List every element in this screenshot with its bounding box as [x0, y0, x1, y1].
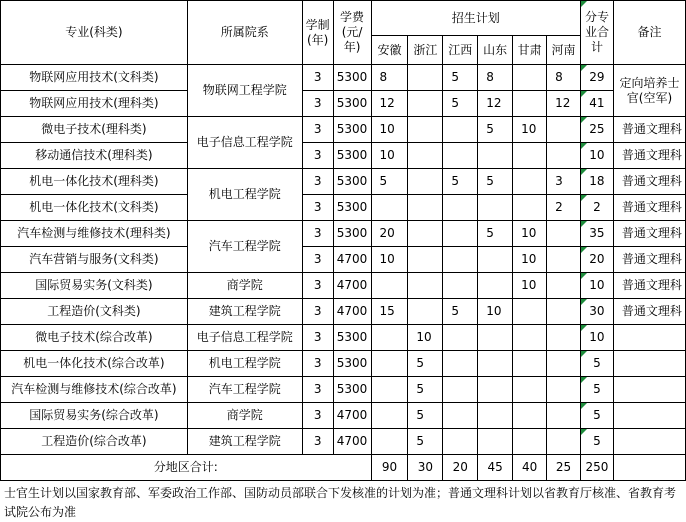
years-cell: 3: [302, 377, 333, 403]
plan-cell: [513, 403, 547, 429]
province-header: 安徽: [371, 36, 408, 65]
summary-total: 250: [580, 455, 613, 481]
table-row: [1, 377, 686, 403]
plan-cell: [408, 299, 443, 325]
note-cell: 普通文理科: [613, 247, 685, 273]
dept-cell: 建筑工程学院: [187, 299, 302, 325]
plan-cell: [443, 325, 478, 351]
years-cell: 3: [302, 325, 333, 351]
major-cell: 机电一体化技术(文科类): [1, 195, 188, 221]
province-header: 甘肃: [513, 36, 547, 65]
dept-cell: 商学院: [187, 403, 302, 429]
footnote: 士官生计划以国家教育部、军委政治工作部、国防动员部联合下发核准的计划为准；普通文理科计划以省教育厅核准、省教育考试院公布为准: [4, 486, 677, 519]
plan-cell: 5: [371, 169, 408, 195]
plan-cell: 20: [371, 221, 408, 247]
plan-cell: [478, 247, 513, 273]
total-cell: 41: [580, 91, 613, 117]
dept-cell: 汽车工程学院: [187, 221, 302, 273]
plan-cell: [478, 325, 513, 351]
header-major: 专业(科类): [1, 1, 188, 65]
plan-cell: [547, 273, 581, 299]
note-cell: 普通文理科: [613, 169, 685, 195]
fee-cell: 4700: [333, 273, 371, 299]
fee-cell: 5300: [333, 169, 371, 195]
dept-cell: 机电工程学院: [187, 169, 302, 221]
fee-cell: 5300: [333, 221, 371, 247]
total-cell: 5: [580, 429, 613, 455]
plan-cell: 15: [371, 299, 408, 325]
total-cell: 10: [580, 273, 613, 299]
table-row: [1, 429, 686, 455]
plan-cell: 2: [547, 195, 581, 221]
table-row: [1, 117, 686, 143]
years-cell: 3: [302, 143, 333, 169]
header-years: 学制(年): [302, 1, 333, 65]
plan-cell: 5: [408, 403, 443, 429]
plan-cell: [478, 377, 513, 403]
years-cell: 3: [302, 117, 333, 143]
summary-value: 40: [513, 455, 547, 481]
plan-cell: 10: [513, 273, 547, 299]
plan-cell: [408, 247, 443, 273]
plan-cell: [478, 403, 513, 429]
plan-cell: 5: [478, 117, 513, 143]
header-note: 备注: [613, 1, 685, 65]
note-cell: [613, 325, 685, 351]
plan-cell: 10: [371, 143, 408, 169]
fee-cell: 5300: [333, 351, 371, 377]
plan-cell: [513, 351, 547, 377]
plan-cell: [371, 325, 408, 351]
fee-cell: 5300: [333, 65, 371, 91]
fee-cell: 4700: [333, 429, 371, 455]
plan-cell: [547, 377, 581, 403]
plan-cell: [408, 169, 443, 195]
major-cell: 移动通信技术(理科类): [1, 143, 188, 169]
note-cell: 普通文理科: [613, 273, 685, 299]
dept-cell: 电子信息工程学院: [187, 117, 302, 169]
plan-cell: [371, 351, 408, 377]
note-cell: [613, 351, 685, 377]
plan-cell: 12: [371, 91, 408, 117]
plan-cell: [478, 429, 513, 455]
plan-cell: [443, 403, 478, 429]
plan-cell: 5: [408, 377, 443, 403]
total-cell: 5: [580, 403, 613, 429]
table-row: [1, 351, 686, 377]
note-cell: 普通文理科: [613, 299, 685, 325]
plan-cell: [371, 403, 408, 429]
dept-cell: 建筑工程学院: [187, 429, 302, 455]
table-row: [1, 325, 686, 351]
major-cell: 汽车检测与维修技术(理科类): [1, 221, 188, 247]
years-cell: 3: [302, 221, 333, 247]
note-cell: [613, 403, 685, 429]
plan-cell: [513, 195, 547, 221]
total-cell: 5: [580, 351, 613, 377]
note-cell: [613, 429, 685, 455]
note-cell: 普通文理科: [613, 221, 685, 247]
years-cell: 3: [302, 247, 333, 273]
plan-cell: [443, 351, 478, 377]
fee-cell: 5300: [333, 117, 371, 143]
table-row: [1, 273, 686, 299]
plan-cell: 10: [408, 325, 443, 351]
years-cell: 3: [302, 351, 333, 377]
plan-cell: [547, 299, 581, 325]
province-header: 河南: [547, 36, 581, 65]
plan-cell: [547, 247, 581, 273]
fee-cell: 5300: [333, 377, 371, 403]
plan-cell: [547, 403, 581, 429]
major-cell: 物联网应用技术(文科类): [1, 65, 188, 91]
plan-cell: 10: [513, 117, 547, 143]
plan-cell: [513, 143, 547, 169]
table-row: [1, 143, 686, 169]
plan-cell: [408, 65, 443, 91]
plan-cell: 10: [478, 299, 513, 325]
fee-cell: 5300: [333, 91, 371, 117]
plan-cell: [513, 91, 547, 117]
plan-cell: 10: [513, 247, 547, 273]
table-row: [1, 299, 686, 325]
plan-cell: 5: [443, 91, 478, 117]
plan-cell: 8: [478, 65, 513, 91]
plan-cell: [513, 325, 547, 351]
total-cell: 35: [580, 221, 613, 247]
plan-cell: [371, 195, 408, 221]
plan-cell: 5: [408, 351, 443, 377]
plan-cell: 5: [443, 299, 478, 325]
total-cell: 2: [580, 195, 613, 221]
major-cell: 工程造价(文科类): [1, 299, 188, 325]
plan-cell: 12: [478, 91, 513, 117]
total-cell: 10: [580, 143, 613, 169]
plan-cell: [547, 221, 581, 247]
plan-cell: 10: [513, 221, 547, 247]
dept-cell: 电子信息工程学院: [187, 325, 302, 351]
note-cell: 定向培养士官(空军): [613, 65, 685, 117]
summary-label: 分地区合计:: [1, 455, 372, 481]
total-cell: 25: [580, 117, 613, 143]
plan-cell: [443, 117, 478, 143]
plan-cell: [408, 117, 443, 143]
major-cell: 微电子技术(理科类): [1, 117, 188, 143]
plan-cell: [513, 377, 547, 403]
dept-cell: 商学院: [187, 273, 302, 299]
plan-cell: [371, 273, 408, 299]
fee-cell: 5300: [333, 195, 371, 221]
plan-cell: 5: [478, 221, 513, 247]
summary-value: 90: [371, 455, 408, 481]
plan-cell: [408, 91, 443, 117]
header-total: 分专业合计: [580, 1, 613, 65]
total-cell: 5: [580, 377, 613, 403]
plan-cell: [478, 195, 513, 221]
plan-cell: 8: [371, 65, 408, 91]
fee-cell: 5300: [333, 325, 371, 351]
summary-value: 25: [547, 455, 581, 481]
summary-value: 30: [408, 455, 443, 481]
total-cell: 20: [580, 247, 613, 273]
years-cell: 3: [302, 65, 333, 91]
years-cell: 3: [302, 299, 333, 325]
summary-note-cell: [613, 455, 685, 481]
years-cell: 3: [302, 273, 333, 299]
plan-cell: [547, 429, 581, 455]
plan-cell: 10: [371, 247, 408, 273]
plan-cell: 5: [443, 169, 478, 195]
note-cell: [613, 377, 685, 403]
note-cell: 普通文理科: [613, 195, 685, 221]
total-cell: 10: [580, 325, 613, 351]
plan-cell: 10: [371, 117, 408, 143]
years-cell: 3: [302, 429, 333, 455]
table-row: [1, 65, 686, 91]
plan-cell: [408, 195, 443, 221]
total-cell: 18: [580, 169, 613, 195]
plan-cell: 12: [547, 91, 581, 117]
dept-cell: 物联网工程学院: [187, 65, 302, 117]
plan-cell: 5: [478, 169, 513, 195]
fee-cell: 4700: [333, 299, 371, 325]
dept-cell: 汽车工程学院: [187, 377, 302, 403]
table-row: [1, 221, 686, 247]
plan-cell: [408, 273, 443, 299]
major-cell: 机电一体化技术(综合改革): [1, 351, 188, 377]
plan-cell: [443, 429, 478, 455]
plan-cell: [443, 377, 478, 403]
major-cell: 机电一体化技术(理科类): [1, 169, 188, 195]
plan-cell: [443, 195, 478, 221]
header-dept: 所属院系: [187, 1, 302, 65]
plan-cell: 3: [547, 169, 581, 195]
plan-cell: [408, 221, 443, 247]
summary-value: 20: [443, 455, 478, 481]
header-fee: 学费(元/年): [333, 1, 371, 65]
plan-cell: [547, 351, 581, 377]
plan-cell: 8: [547, 65, 581, 91]
fee-cell: 4700: [333, 247, 371, 273]
dept-cell: 机电工程学院: [187, 351, 302, 377]
major-cell: 汽车营销与服务(文科类): [1, 247, 188, 273]
summary-value: 45: [478, 455, 513, 481]
major-cell: 工程造价(综合改革): [1, 429, 188, 455]
plan-cell: [513, 299, 547, 325]
plan-cell: [478, 143, 513, 169]
years-cell: 3: [302, 169, 333, 195]
table-row: [1, 247, 686, 273]
years-cell: 3: [302, 195, 333, 221]
plan-cell: [443, 143, 478, 169]
plan-cell: [443, 221, 478, 247]
header-plan: 招生计划: [371, 1, 580, 36]
table-row: [1, 403, 686, 429]
plan-cell: [513, 169, 547, 195]
plan-cell: [547, 117, 581, 143]
plan-cell: [547, 325, 581, 351]
plan-cell: 5: [408, 429, 443, 455]
table-row: [1, 91, 686, 117]
plan-cell: [478, 351, 513, 377]
total-cell: 30: [580, 299, 613, 325]
major-cell: 国际贸易实务(文科类): [1, 273, 188, 299]
fee-cell: 5300: [333, 143, 371, 169]
plan-cell: [513, 429, 547, 455]
table-row: [1, 195, 686, 221]
province-header: 江西: [443, 36, 478, 65]
province-header: 浙江: [408, 36, 443, 65]
plan-cell: [443, 247, 478, 273]
plan-cell: [371, 429, 408, 455]
years-cell: 3: [302, 403, 333, 429]
plan-cell: [547, 143, 581, 169]
plan-cell: 5: [443, 65, 478, 91]
major-cell: 汽车检测与维修技术(综合改革): [1, 377, 188, 403]
plan-cell: [478, 273, 513, 299]
note-cell: 普通文理科: [613, 117, 685, 143]
major-cell: 国际贸易实务(综合改革): [1, 403, 188, 429]
fee-cell: 4700: [333, 403, 371, 429]
major-cell: 微电子技术(综合改革): [1, 325, 188, 351]
total-cell: 29: [580, 65, 613, 91]
note-cell: 普通文理科: [613, 143, 685, 169]
province-header: 山东: [478, 36, 513, 65]
table-row: [1, 169, 686, 195]
major-cell: 物联网应用技术(理科类): [1, 91, 188, 117]
plan-cell: [513, 65, 547, 91]
years-cell: 3: [302, 91, 333, 117]
plan-cell: [443, 273, 478, 299]
plan-cell: [371, 377, 408, 403]
plan-cell: [408, 143, 443, 169]
